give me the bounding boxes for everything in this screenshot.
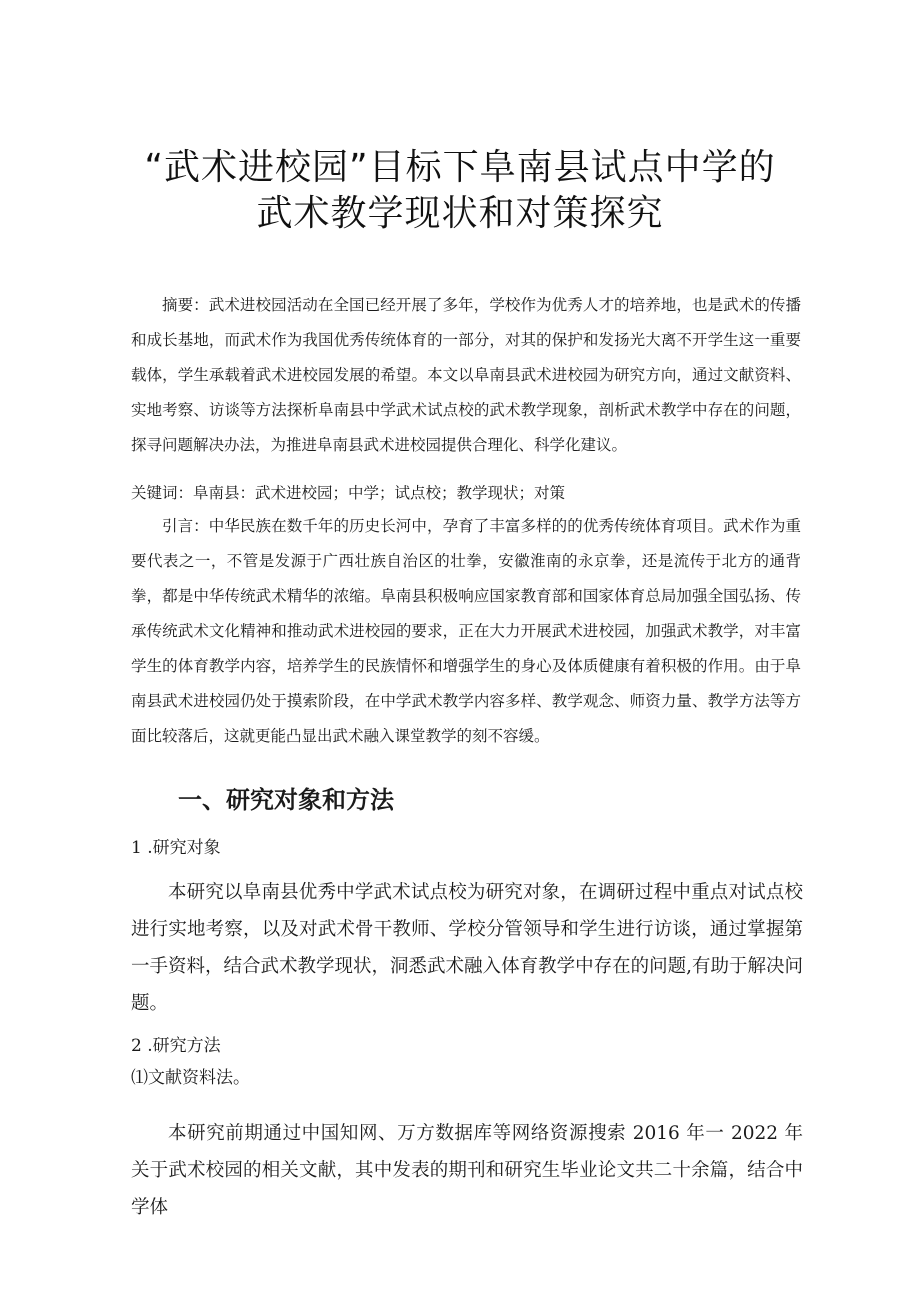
method-title-literature: ⑴文献资料法。	[131, 1068, 250, 1088]
document-title-line1: “武术进校园”目标下阜南县试点中学的	[144, 147, 776, 188]
subsection-title-research-methods: 2 .研究方法	[131, 1036, 221, 1056]
introduction-paragraph: 引言：中华民族在数千年的历史长河中，孕育了丰富多样的的优秀传统体育项目。武术作为重要代表之一，不管是发源于广西壮族自治区的壮拳，安徽淮南的永京拳，还是流传于北方的通背拳，都是中华传统武术精华的浓缩。阜南县积极响应国家教育部和国家体育总局加强全国弘扬、传承传统武术文化精神和推动武术进校园的要求，正在大力开展武术进校园，加强武术教学，对丰富学生的体育教学内容，培养学生的民族情怀和增强学生的身心及体质健康有着积极的作用。由于阜南县武术进校园仍处于摸索阶段，在中学武术教学内容多样、教学观念、师资力量、教学方法等方面比较落后，这就更能凸显出武术融入课堂教学的刻不容缓。	[131, 517, 801, 745]
keywords-line: 关键词：阜南县：武术进校园；中学；试点校；教学现状；对策	[131, 484, 566, 502]
research-object-paragraph: 本研究以阜南县优秀中学武术试点校为研究对象，在调研过程中重点对试点校进行实地考察，以及对武术骨干教师、学校分管领导和学生进行访谈，通过掌握第一手资料，结合武术教学现状，洞悉武术融入体育教学中存在的问题,有助于解决问题。	[131, 882, 803, 1014]
abstract-paragraph: 摘要：武术进校园活动在全国已经开展了多年，学校作为优秀人才的培养地，也是武术的传播和成长基地，而武术作为我国优秀传统体育的一部分，对其的保护和发扬光大离不开学生这一重要载体，学生承载着武术进校园发展的希望。本文以阜南县武术进校园为研究方向，通过文献资料、实地考察、访谈等方法探析阜南县中学武术试点校的武术教学现象，剖析武术教学中存在的问题，探寻问题解决办法，为推进阜南县武术进校园提供合理化、科学化建议。	[131, 296, 801, 454]
document-title-line2: 武术教学现状和对策探究	[256, 193, 664, 234]
section-heading: 一、研究对象和方法	[178, 786, 394, 814]
literature-method-paragraph: 本研究前期通过中国知网、万方数据库等网络资源搜索 2016 年一 2022 年关于武术校园的相关文献，其中发表的期刊和研究生毕业论文共二十余篇，结合中学体	[131, 1123, 803, 1218]
subsection-title-research-object: 1 .研究对象	[131, 838, 221, 858]
